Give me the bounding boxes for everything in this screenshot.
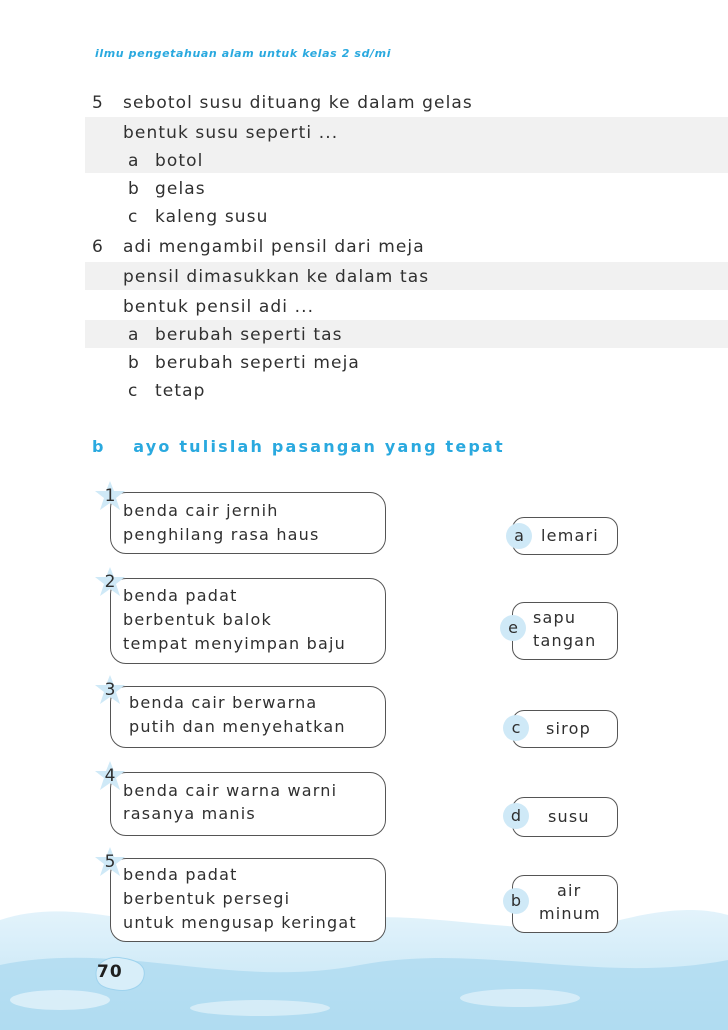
question-text: bentuk pensil adi ... (123, 297, 315, 317)
statement-box (110, 578, 386, 664)
answer-letter-badge: e (500, 615, 526, 641)
option-text: berubah seperti meja (155, 353, 360, 373)
section-heading: ayo tulislah pasangan yang tepat (133, 437, 505, 456)
pair-number: 4 (104, 766, 116, 786)
answer-text: sapu (533, 608, 577, 627)
star-number-icon (93, 760, 127, 794)
statement-line: benda cair jernih (123, 501, 279, 520)
page-number: 70 (97, 962, 123, 982)
statement-box (110, 772, 386, 836)
option-text: kaleng susu (155, 207, 269, 227)
option-text: berubah seperti tas (155, 325, 343, 345)
answer-letter-badge: d (503, 803, 529, 829)
option-letter: b (128, 353, 140, 373)
option-letter: b (128, 179, 140, 199)
book-subject: ilmu pengetahuan alam untuk kelas 2 sd/mi (95, 47, 392, 60)
statement-line: penghilang rasa haus (123, 525, 320, 544)
section-title (92, 437, 505, 456)
option-text: gelas (155, 179, 206, 199)
statement-box (110, 492, 386, 554)
statement-box (110, 858, 386, 942)
statement-line: rasanya manis (123, 804, 256, 823)
question-text: sebotol susu dituang ke dalam gelas (123, 93, 473, 113)
question-text: pensil dimasukkan ke dalam tas (123, 267, 430, 287)
statement-line: putih dan menyehatkan (129, 717, 346, 736)
statement-line: untuk mengusap keringat (123, 913, 357, 932)
star-number-icon (93, 846, 127, 880)
statement-line: benda cair berwarna (129, 693, 318, 712)
answer-box (512, 602, 618, 660)
pair-number: 2 (104, 572, 116, 592)
answer-text: air (557, 881, 582, 900)
answer-letter-badge: b (503, 888, 529, 914)
section-letter: b (92, 437, 106, 456)
pair-number: 1 (104, 486, 116, 506)
page-header (0, 0, 728, 90)
statement-line: benda padat (123, 865, 238, 884)
answer-text: sirop (546, 719, 591, 738)
question-number: 6 (92, 237, 103, 257)
star-number-icon (93, 480, 127, 514)
question-text: adi mengambil pensil dari meja (123, 237, 425, 257)
answer-text: susu (548, 807, 590, 826)
statement-line: berbentuk persegi (123, 889, 291, 908)
statement-line: benda padat (123, 586, 238, 605)
question-number: 5 (92, 93, 103, 113)
pair-number: 3 (104, 680, 116, 700)
answer-text: minum (539, 904, 601, 923)
option-text: botol (155, 151, 204, 171)
option-letter: c (128, 381, 139, 401)
option-letter: a (128, 325, 140, 345)
statement-box (110, 686, 386, 748)
answer-letter-badge: c (503, 715, 529, 741)
option-text: tetap (155, 381, 206, 401)
statement-line: tempat menyimpan baju (123, 634, 347, 653)
answer-text: tangan (533, 631, 597, 650)
statement-line: berbentuk balok (123, 610, 272, 629)
answer-letter-badge: a (506, 523, 532, 549)
question-text: bentuk susu seperti ... (123, 123, 339, 143)
answer-text: lemari (541, 526, 599, 545)
statement-line: benda cair warna warni (123, 781, 338, 800)
option-letter: a (128, 151, 140, 171)
star-number-icon (93, 674, 127, 708)
option-letter: c (128, 207, 139, 227)
star-number-icon (93, 566, 127, 600)
pair-number: 5 (104, 852, 116, 872)
